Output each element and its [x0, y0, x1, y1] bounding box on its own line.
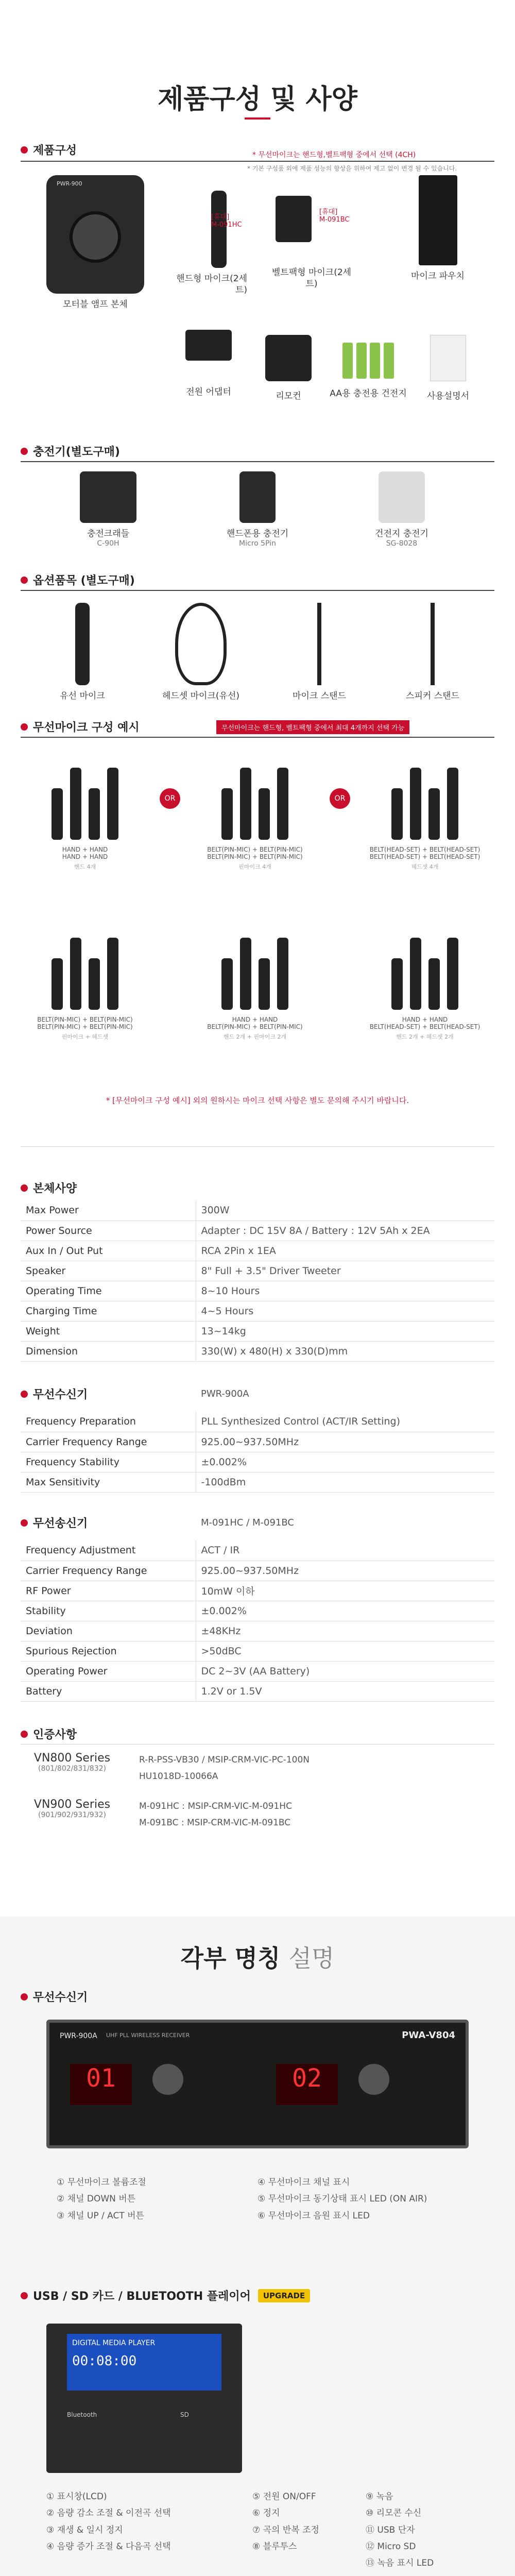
main-spec-table	[21, 1200, 494, 1362]
spec-key: Spurious Rejection	[21, 1641, 196, 1661]
spec-value: ACT / IR	[196, 1540, 494, 1561]
item-adapter: 전원 어댑터	[170, 330, 247, 398]
battery-charger-image	[379, 471, 425, 523]
spec-key: Weight	[21, 1321, 196, 1341]
cradle-image	[80, 471, 136, 523]
item-mic-pouch: 마이크 파우치	[397, 175, 479, 282]
combo-sub: 핸드 4개	[74, 863, 96, 870]
combo-image	[191, 752, 319, 840]
title-underline	[245, 117, 270, 120]
combo-image	[21, 752, 149, 840]
combo-row-2	[21, 922, 494, 1077]
usb-heading: USB / SD 카드 / BLUETOOTH 플레이어 UPGRADE	[21, 2287, 310, 2303]
spec-value: 8~10 Hours	[196, 1281, 494, 1301]
spec-value: >50dBC	[196, 1641, 494, 1661]
usb-legend-col2: ⑤ 전원 ON/OFF ⑥ 정지 ⑦ 곡의 반복 조정 ⑧ 블루투스	[252, 2492, 319, 2552]
hand-mic-image	[211, 191, 227, 268]
combo-image	[360, 922, 489, 1010]
spec-value: Adapter : DC 15V 8A / Battery : 12V 5Ah x 2EA	[196, 1221, 494, 1241]
combo-sub: 핀마이크 + 헤드셋	[61, 1033, 109, 1040]
bullet-icon	[21, 577, 28, 584]
beltpack-image	[276, 196, 312, 242]
spec-key: Frequency Preparation	[21, 1412, 196, 1432]
item-wired-mic: 유선 마이크	[41, 603, 124, 702]
spec-value: -100dBm	[196, 1472, 494, 1492]
usb-legend-col1: ① 표시창(LCD) ② 음량 감소 조절 & 이전곡 선택 ③ 재생 & 일시 정지 ④ 음량 증가 조절 & 다음곡 선택	[46, 2492, 171, 2552]
components-note-2: * 기본 구성품 외에 제품 성능의 향상을 위하여 제고 없이 변경 될 수 있습니다.	[247, 165, 457, 172]
combo-row-1	[21, 752, 494, 896]
spec-value: 330(W) x 480(H) x 330(D)mm	[196, 1341, 494, 1361]
bullet-icon	[21, 1391, 28, 1398]
or-badge: OR	[330, 788, 350, 809]
combo-caption: HAND + HAND HAND + HAND	[62, 846, 108, 860]
combo-sub: 헤드셋 4개	[411, 863, 439, 870]
spec-key: Carrier Frequency Range	[21, 1561, 196, 1581]
combo-image	[191, 922, 319, 1010]
or-badge: OR	[160, 788, 180, 809]
mic-stand-image	[317, 603, 321, 685]
main-spec-heading: 본체사양	[21, 1180, 77, 1196]
bullet-icon	[21, 1731, 28, 1738]
manual-image	[430, 335, 466, 381]
bullet-icon	[21, 2292, 28, 2299]
spec-row	[21, 1281, 494, 1301]
volume-knob-1[interactable]	[152, 2064, 183, 2095]
item-phone-charger: 핸드폰용 충전기 Micro 5Pin	[211, 471, 304, 548]
spec-row	[21, 1301, 494, 1321]
spec-key: Deviation	[21, 1621, 196, 1641]
item-cradle: 충전크래들 C-90H	[67, 471, 149, 548]
speaker-stand-image	[431, 603, 435, 685]
pouch-image	[419, 175, 457, 265]
cert-row-vn900: VN900 Series (901/902/931/932) M-091HC : MSIP-CRM-VIC-M-091HC M-091BC : MSIP-CRM-VIC-M-091BC	[33, 1798, 292, 1828]
combo-caption: BELT(PIN-MIC) + BELT(PIN-MIC) BELT(PIN-MIC) + BELT(PIN-MIC)	[207, 846, 303, 860]
part-names-bg	[0, 1917, 515, 2576]
combo-example	[191, 922, 319, 1041]
usb-legend-col3: ⑨ 녹음 ⑩ 리모콘 수신 ⑪ USB 단자 ⑫ Micro SD ⑬ 녹음 표시 LED	[366, 2492, 434, 2569]
item-mic-stand: 마이크 스탠드	[278, 603, 360, 702]
spec-row	[21, 1581, 494, 1601]
options-heading: 옵션품목 (별도구매)	[21, 572, 135, 588]
spec-value: ±0.002%	[196, 1601, 494, 1621]
spec-key: Charging Time	[21, 1301, 196, 1321]
spec-key: Battery	[21, 1681, 196, 1701]
spec-row	[21, 1261, 494, 1281]
spec-key: Speaker	[21, 1261, 196, 1281]
spec-value: 300W	[196, 1200, 494, 1221]
usb-player-panel: DIGITAL MEDIA PLAYER 00:08:00 Bluetooth SD	[46, 2324, 242, 2473]
spec-value: RCA 2Pin x 1EA	[196, 1241, 494, 1261]
spec-value: 1.2V or 1.5V	[196, 1681, 494, 1701]
rx-spec-heading: 무선수신기	[21, 1386, 88, 1402]
spec-row	[21, 1241, 494, 1261]
bullet-icon	[21, 448, 28, 455]
speaker-image: PWR-900	[46, 175, 144, 294]
divider	[21, 161, 494, 162]
combo-caption: HAND + HAND BELT(HEAD-SET) + BELT(HEAD-SET)	[369, 1016, 480, 1030]
spec-value: ±48KHz	[196, 1621, 494, 1641]
receiver-heading: 무선수신기	[21, 1989, 88, 2005]
bullet-icon	[21, 723, 28, 731]
tx-spec-table	[21, 1540, 494, 1702]
combo-sub: 핸드 2개 + 헤드셋 2개	[396, 1033, 454, 1040]
spec-key: Frequency Adjustment	[21, 1540, 196, 1561]
aa-battery-image	[342, 343, 394, 379]
combo-example	[21, 752, 149, 871]
spec-value: 13~14kg	[196, 1321, 494, 1341]
spec-value: 925.00~937.50MHz	[196, 1432, 494, 1452]
item-speaker-stand: 스피커 스탠드	[391, 603, 474, 702]
spec-value: 925.00~937.50MHz	[196, 1561, 494, 1581]
page-title: 제품구성 및 사양	[158, 84, 357, 115]
spec-key: Dimension	[21, 1341, 196, 1361]
cert-row-vn800: VN800 Series (801/802/831/832) R-R-PSS-VB30 / MSIP-CRM-VIC-PC-100N HU1018D-10066A	[33, 1752, 310, 1782]
spec-key: Operating Power	[21, 1661, 196, 1681]
spec-row	[21, 1641, 494, 1661]
receiver-legend-right: ④ 무선마이크 채널 표시 ⑤ 무선마이크 동기상태 표시 LED (ON AIR) ⑥ 무선마이크 음원 표시 LED	[258, 2177, 427, 2221]
spec-row	[21, 1412, 494, 1432]
spec-key: Max Sensitivity	[21, 1472, 196, 1492]
bullet-icon	[21, 1184, 28, 1192]
receiver-panel: PWR-900A UHF PLL WIRELESS RECEIVER PWA-V804 01 02	[46, 2020, 469, 2148]
combo-caption: HAND + HAND BELT(PIN-MIC) + BELT(PIN-MIC)	[207, 1016, 303, 1030]
spec-key: Aux In / Out Put	[21, 1241, 196, 1261]
combo-caption: BELT(HEAD-SET) + BELT(HEAD-SET) BELT(HEAD-SET) + BELT(HEAD-SET)	[369, 846, 480, 860]
item-headset-mic: 헤드셋 마이크(유선)	[154, 603, 247, 702]
receiver-legend-left: ① 무선마이크 볼륨조절 ② 채널 DOWN 버튼 ③ 채널 UP / ACT 버튼	[57, 2177, 146, 2221]
spec-row	[21, 1221, 494, 1241]
combos-banner: 무선마이크는 핸드형, 벨트팩형 중에서 최대 4개까지 선택 가능	[216, 720, 409, 734]
volume-knob-2[interactable]	[358, 2064, 389, 2095]
headset-image	[175, 603, 227, 685]
combo-sub: 핀마이크 4개	[238, 863, 271, 870]
combo-example	[21, 922, 149, 1041]
rx-spec-table	[21, 1412, 494, 1493]
tx-model: M-091HC / M-091BC	[201, 1517, 294, 1528]
combo-sub: 핸드 2개 + 핀마이크 2개	[223, 1033, 287, 1040]
phone-charger-image	[239, 471, 276, 523]
spec-value: 10mW 이하	[196, 1581, 494, 1601]
spec-row	[21, 1621, 494, 1641]
bullet-icon	[21, 1993, 28, 2001]
item-batteries: AA용 충전용 건전지	[330, 343, 407, 399]
item-beltpack-mic: [휴대] M-091BC 벨트팩형 마이크(2세트)	[268, 196, 355, 290]
wired-mic-image	[75, 603, 90, 685]
divider	[21, 461, 494, 462]
remote-image	[265, 335, 312, 381]
spec-row	[21, 1452, 494, 1472]
divider	[21, 1146, 494, 1147]
item-hand-mic: [휴대] M-091HC 핸드형 마이크(2세트)	[170, 191, 247, 296]
tx-spec-heading: 무선송신기	[21, 1515, 88, 1531]
spec-row	[21, 1472, 494, 1492]
spec-row	[21, 1341, 494, 1361]
spec-row	[21, 1540, 494, 1561]
item-manual: 사용설명서	[417, 335, 479, 402]
components-heading: 제품구성	[21, 142, 77, 158]
spec-row	[21, 1661, 494, 1681]
spec-key: Power Source	[21, 1221, 196, 1241]
combo-image	[21, 922, 149, 1010]
divider	[21, 737, 494, 738]
spec-value: PLL Synthesized Control (ACT/IR Setting)	[196, 1412, 494, 1432]
spec-key: Max Power	[21, 1200, 196, 1221]
bullet-icon	[21, 146, 28, 154]
charger-heading: 충전기(별도구매)	[21, 443, 120, 459]
item-amp-body: PWR-900 모터블 앰프 본체	[31, 175, 160, 310]
item-remote: 리모컨	[258, 335, 319, 402]
item-battery-charger: 건전지 충전기 SG-8028	[355, 471, 448, 548]
combos-note: * [무선마이크 구성 예시] 외의 원하시는 마이크 선택 사항은 별도 문의해 주시기 바랍니다.	[106, 1096, 409, 1105]
components-note-1: * 무선마이크는 핸드형,벨트팩형 중에서 선택 (4CH)	[252, 151, 416, 159]
spec-row	[21, 1681, 494, 1701]
part-names-title: 각부 명칭 설명	[180, 1944, 335, 1972]
spec-value: ±0.002%	[196, 1452, 494, 1472]
upgrade-badge: UPGRADE	[258, 2289, 310, 2302]
spec-row	[21, 1601, 494, 1621]
combo-caption: BELT(PIN-MIC) + BELT(PIN-MIC) BELT(PIN-MIC) + BELT(PIN-MIC)	[37, 1016, 133, 1030]
spec-key: Carrier Frequency Range	[21, 1432, 196, 1452]
adapter-image	[185, 330, 232, 361]
spec-key: RF Power	[21, 1581, 196, 1601]
spec-value: DC 2~3V (AA Battery)	[196, 1661, 494, 1681]
player-lcd: DIGITAL MEDIA PLAYER 00:08:00	[67, 2334, 221, 2391]
combo-example	[360, 922, 489, 1041]
rx-model: PWR-900A	[201, 1388, 249, 1399]
combo-example	[360, 752, 489, 871]
spec-row	[21, 1321, 494, 1341]
spec-row	[21, 1200, 494, 1221]
cert-heading: 인증사항	[21, 1726, 77, 1742]
spec-row	[21, 1432, 494, 1452]
spec-key: Stability	[21, 1601, 196, 1621]
spec-value: 4~5 Hours	[196, 1301, 494, 1321]
spec-key: Frequency Stability	[21, 1452, 196, 1472]
combo-image	[360, 752, 489, 840]
combo-example	[191, 752, 319, 871]
bullet-icon	[21, 1519, 28, 1527]
divider	[21, 590, 494, 591]
spec-row	[21, 1561, 494, 1581]
combos-heading: 무선마이크 구성 예시	[21, 719, 140, 735]
spec-key: Operating Time	[21, 1281, 196, 1301]
spec-value: 8" Full + 3.5" Driver Tweeter	[196, 1261, 494, 1281]
